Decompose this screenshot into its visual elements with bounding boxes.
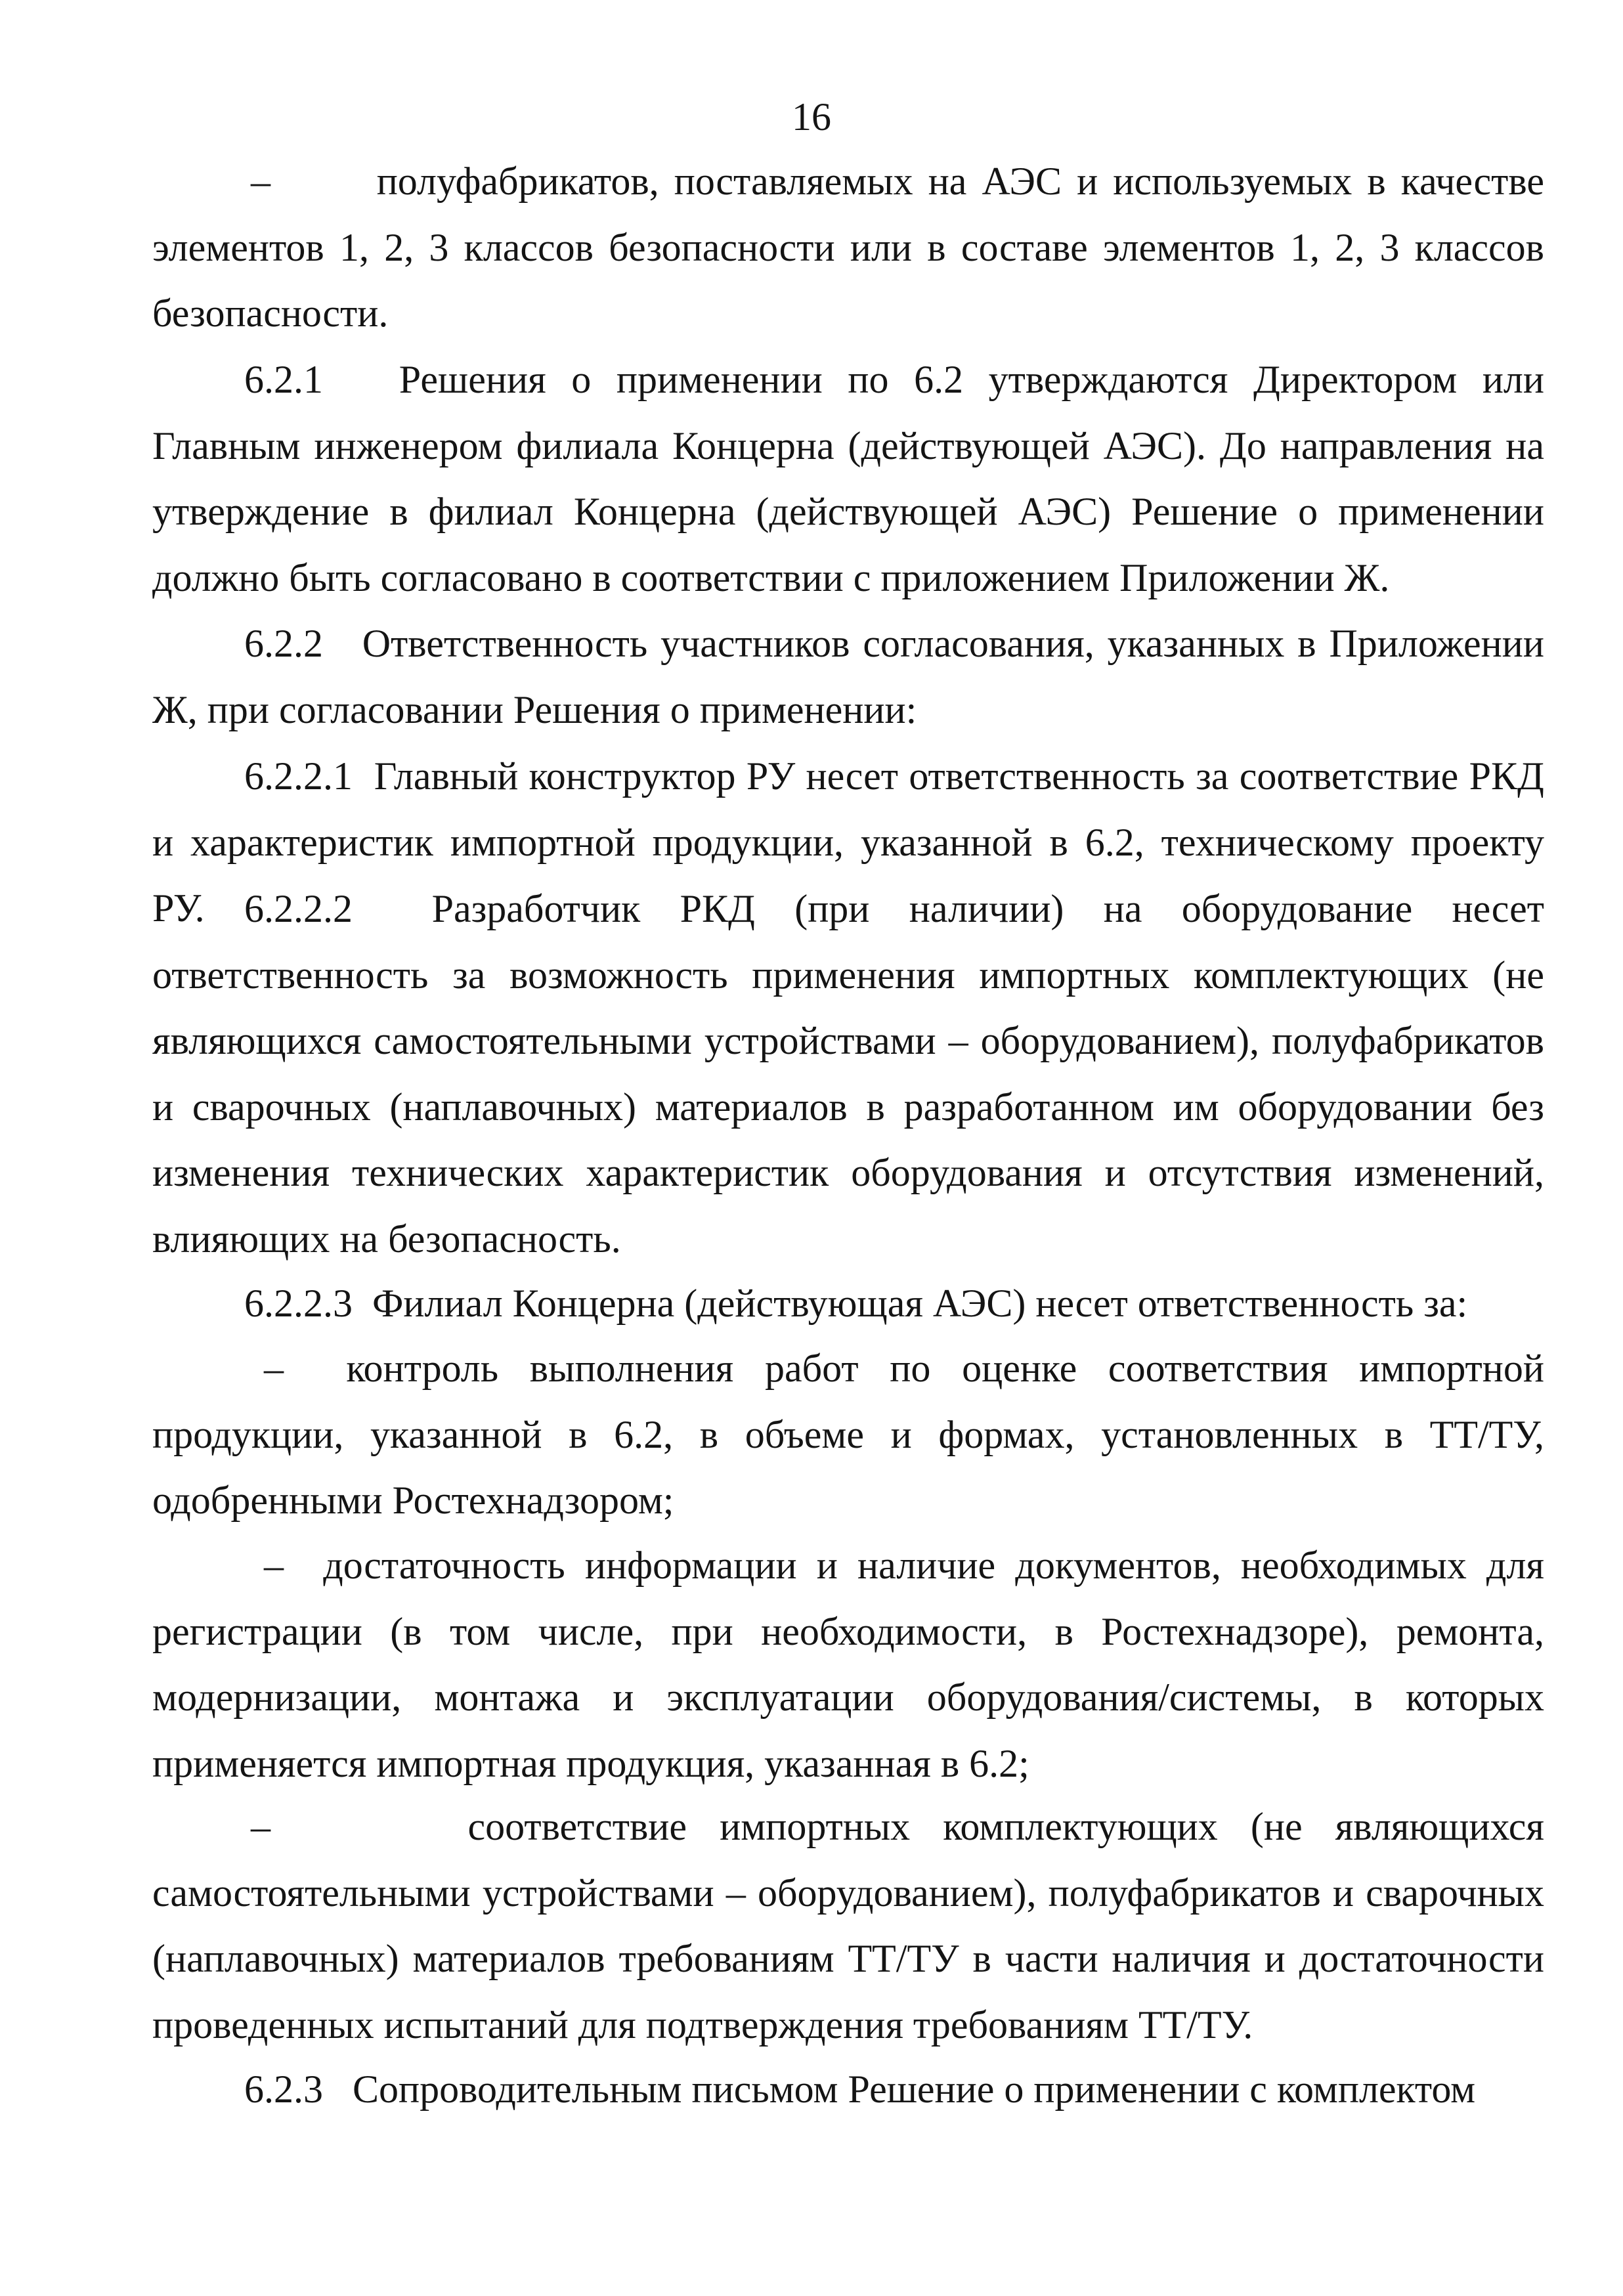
text-block: [152, 1270, 1544, 1337]
paragraph-6-2-1: 6.2.1 Решения о применении по 6.2 утверждаются Директором или Главным инженером филиала Концерна (действующей АЭС). До направления на утверждение в филиал Концерна (действующей АЭС) Решение о применении должно быть согласовано в соответствии с приложением Приложении Ж.: [152, 358, 1544, 599]
paragraph-6-2-2-2: 6.2.2.2 Разработчик РКД (при наличии) на оборудование несет ответственность за возможность применения импортных комплектующих (не являющихся самостоятельными устройствами – оборудованием), полуфабрикатов и сварочных (наплавочных) материалов в разработанном им оборудовании без изменения технических характеристик оборудования и отсутствия изменений, влияющих на безопасность.: [152, 887, 1544, 1261]
paragraph-bullet-sufficiency: – достаточность информации и наличие документов, необходимых для регистрации (в том числе, при необходимости, в Ростехнадзоре), ремонта, модернизации, монтажа и эксплуатации оборудования/системы, в которых применяется импортная продукция, указанная в 6.2;: [152, 1544, 1544, 1785]
text-block: [152, 2056, 1544, 2123]
text-block: [152, 148, 1544, 347]
text-block: [152, 876, 1544, 1272]
paragraph-6-2-3: 6.2.3 Сопроводительным письмом Решение о применении с комплектом: [244, 2068, 1476, 2111]
text-block: [152, 611, 1544, 743]
paragraph-bullet-conformity: – соответствие импортных комплектующих (не являющихся самостоятельными устройствами – оборудованием), полуфабрикатов и сварочных (наплавочных) материалов требованиям ТТ/ТУ в части наличия и достаточности проведенных испытаний для подтверждения требованиям ТТ/ТУ.: [152, 1805, 1544, 2047]
paragraph-bullet-control: – контроль выполнения работ по оценке соответствия импортной продукции, указанной в 6.2, в объеме и формах, установленных в ТТ/ТУ, одобренными Ростехнадзором;: [152, 1347, 1544, 1523]
paragraph-6-2-2-3: 6.2.2.3 Филиал Концерна (действующая АЭС) несет ответственность за:: [244, 1282, 1468, 1325]
paragraph-6-2-2: 6.2.2 Ответственность участников согласования, указанных в Приложении Ж, при согласовании Решения о применении:: [152, 622, 1544, 731]
text-block: [152, 1532, 1544, 1796]
paragraph-bullet-semifinished: – полуфабрикатов, поставляемых на АЭС и используемых в качестве элементов 1, 2, 3 классов безопасности или в составе элементов 1, 2, 3 классов безопасности.: [152, 160, 1544, 336]
paragraph-6-2-2-1: 6.2.2.1 Главный конструктор РУ несет ответственность за соответствие РКД и характеристик импортной продукции, указанной в 6.2, техническому проекту РУ.: [152, 754, 1544, 930]
text-block: [152, 347, 1544, 611]
text-block: [152, 1794, 1544, 2058]
page-number: 16: [792, 95, 831, 139]
text-block: [152, 1335, 1544, 1534]
